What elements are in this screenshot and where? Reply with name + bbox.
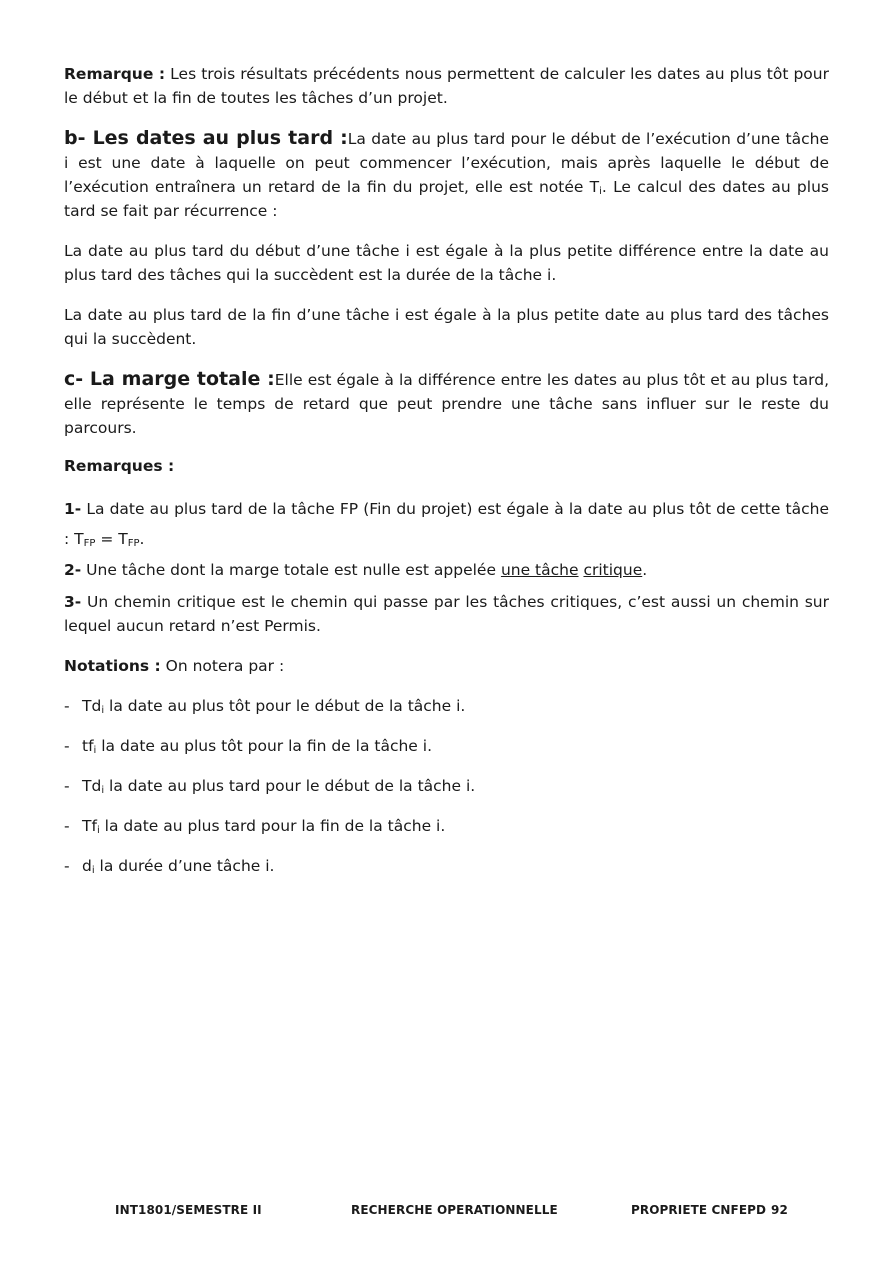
notations-intro: On notera par : bbox=[160, 657, 285, 675]
section-b-para3: La date au plus tard de la fin d’une tâche i est égale à la plus petite date au plus tard des tâches qui la succèdent. bbox=[64, 306, 829, 348]
section-b-text: La date au plus tard pour le début de l’exécution d’une tâche i est une date à laquelle on peut commencer l’exécution, mais après laquelle le début de l’exécution entraînera un retard de la fin du projet, elle est notée T bbox=[64, 130, 830, 196]
page-body bbox=[64, 62, 829, 878]
footer-course-code: INT1801/SEMESTRE II bbox=[115, 1203, 262, 1217]
notation-item: - $Td_i$ la date au plus tôt pour le début de la tâche i. bbox=[64, 697, 466, 716]
remarques-label: Remarques : bbox=[64, 457, 175, 475]
section-b-heading: b- Les dates au plus tard : bbox=[64, 127, 348, 149]
footer-course-title: RECHERCHE OPERATIONNELLE bbox=[351, 1203, 558, 1217]
remarque-text: Les trois résultats précédents nous permettent de calculer les dates au plus tôt pour le début et la fin de toutes les tâches d’un projet. bbox=[64, 65, 829, 107]
remarque-item-1: 1- La date au plus tard de la tâche FP (Fin du projet) est égale à la date au plus tôt de cette tâche : $T_{FP} = T_{FP}$. bbox=[64, 500, 829, 549]
notation-item: - $d_i$ la durée d’une tâche i. bbox=[64, 857, 275, 876]
footer-owner: PROPRIETE CNFEPD bbox=[631, 1203, 767, 1217]
remarque-item-2: 2- Une tâche dont la marge totale est nulle est appelée une tâche critique. bbox=[64, 561, 648, 579]
section-b-sub: i bbox=[599, 186, 602, 197]
remarque-paragraph bbox=[64, 62, 829, 110]
notation-item: - $tf_i$ la date au plus tôt pour la fin de la tâche i. bbox=[64, 737, 432, 756]
notations-paragraph bbox=[64, 654, 829, 678]
section-c-heading: c- La marge totale : bbox=[64, 368, 275, 390]
remarque-item-3: 3- Un chemin critique est le chemin qui passe par les tâches critiques, c’est aussi un chemin sur lequel aucun retard n’est Permis. bbox=[64, 593, 829, 635]
section-b-para2: La date au plus tard du début d’une tâche i est égale à la plus petite différence entre la date au plus tard des tâches qui la succèdent est la durée de la tâche i. bbox=[64, 242, 829, 284]
section-c-text: Elle est égale à la différence entre les dates au plus tôt et au plus tard, elle représente le temps de retard que peut prendre une tâche sans influer sur le reste du parcours. bbox=[64, 371, 829, 437]
notation-item: - $Td_i$ la date au plus tard pour le début de la tâche i. bbox=[64, 777, 476, 796]
remarque-label: Remarque : bbox=[64, 65, 166, 83]
notations-label: Notations : bbox=[64, 657, 161, 675]
underlined-critique: critique bbox=[583, 561, 643, 579]
underlined-une-tache: une tâche bbox=[500, 561, 579, 579]
section-b-paragraph bbox=[64, 126, 829, 223]
footer-page-number: 92 bbox=[771, 1203, 788, 1217]
notation-item: - $Tf_i$ la date au plus tard pour la fin de la tâche i. bbox=[64, 817, 446, 836]
section-b-text-end: . Le calcul des dates au plus tard se fait par récurrence : bbox=[64, 178, 829, 220]
section-c-paragraph bbox=[64, 367, 829, 440]
